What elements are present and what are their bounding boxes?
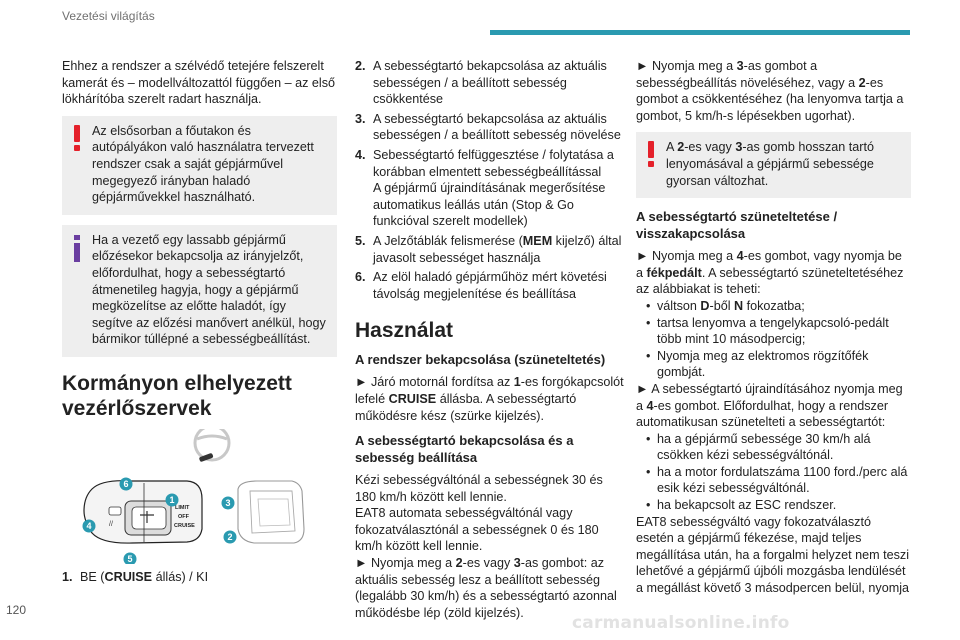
callout-5: 5 <box>127 553 133 564</box>
header-accent-bar <box>490 30 910 35</box>
callout-1: 1 <box>169 494 175 505</box>
paragraph-pause: ► Nyomja meg a 4-es gombot, vagy nyomja be a fékpedált. A sebességtartó szüneteltetéséhez az alábbiakat is teheti: <box>636 249 904 297</box>
list-item <box>355 147 625 230</box>
item-number: 6. <box>355 270 366 285</box>
label-cruise: CRUISE <box>174 522 195 529</box>
item-text-2: A gépjármű újraindításának megerősítése automatikus leállás után (Stop & Go funkcióval szerelt modellek) <box>373 181 606 229</box>
auto-pause-list <box>646 431 911 514</box>
footer-watermark: carmanualsonline.info <box>572 613 790 633</box>
info-icon <box>70 235 84 263</box>
item-text-bold: CRUISE <box>104 569 153 584</box>
list-item <box>355 269 625 302</box>
paragraph-adjust: ► Nyomja meg a 3-as gombot a sebességbeállítás növeléséhez, vagy a 2-es gombot a csökkentéséhez (ha lenyomva tartja a gombot, 5 km/h-s lépésekben ugorhat). <box>636 59 904 123</box>
paragraph-manual: Kézi sebességváltónál a sebességnek 30 és 180 km/h között kell lennie. <box>355 473 603 504</box>
callout-6: 6 <box>123 478 129 489</box>
pause-options-list <box>646 298 911 381</box>
column-3 <box>636 58 911 605</box>
list-item: • ha a motor fordulatszáma 1100 ford./perc alá esik kézi sebességváltónál. <box>646 464 911 497</box>
list-item: • ha bekapcsolt az ESC rendszer. <box>646 497 911 514</box>
list-item: • Nyomja meg az elektromos rögzítőfék gombját. <box>646 348 911 381</box>
column-2 <box>355 58 625 629</box>
item-text: A sebességtartó bekapcsolása az aktuális sebességen / a beállított sebesség csökkentése <box>373 59 607 107</box>
item-text: BE ( <box>80 569 105 584</box>
warning-icon <box>70 124 84 152</box>
list-item: • ha a gépjármű sebessége 30 km/h alá csökken kézi sebességváltónál. <box>646 431 911 464</box>
subheading-enable: A rendszer bekapcsolása (szüneteltetés) <box>355 352 606 368</box>
item-text-bold: MEM <box>522 233 553 248</box>
warning-icon <box>644 140 658 168</box>
subheading-pause: A sebességtartó szüneteltetése / visszakapcsolása <box>636 209 838 242</box>
section-heading-usage: Használat <box>355 319 454 343</box>
callout-4: 4 <box>86 520 92 531</box>
item-number: 1. <box>62 569 73 584</box>
paragraph-resume: ► A sebességtartó újraindításához nyomja meg a 4-es gombot. Előfordulhat, hogy a rendszer automatikusan szünetelteti a sebességtartót: <box>636 381 903 430</box>
label-limit: LIMIT <box>175 504 190 511</box>
item-number: 2. <box>355 59 366 73</box>
item-text: Sebességtartó felfüggesztése / folytatása a korábban elmentett sebességbeállítással <box>373 147 614 179</box>
column-1 <box>62 58 337 589</box>
callout-3: 3 <box>225 497 231 508</box>
item-text: A Jelzőtáblák felismerése ( <box>373 233 523 248</box>
item-number: 3. <box>355 111 366 126</box>
control-list-start <box>62 569 337 586</box>
stalk-figure <box>62 429 337 564</box>
paragraph-eat8-stop: EAT8 sebességváltó vagy fokozatválasztó esetén a gépjármű fékezése, majd teljes megállítása után, ha a forgalmi helyzet nem teszi lehetővé a gépjármű újbóli mozgásba lendülését a megállást követő 3 másodpercen belül, nyomja <box>636 514 910 596</box>
item-number: 4. <box>355 147 366 162</box>
item-text-end: kijelző) által javasolt sebességet használja <box>373 233 622 265</box>
warning-callout <box>636 132 911 198</box>
warning-text: A 2-es vagy 3-as gomb hosszan tartó lenyomásával a gépjármű sebessége gyorsan változhat. <box>666 140 874 188</box>
section-heading-controls: Kormányon elhelyezett vezérlőszervek <box>62 371 292 420</box>
item-text: Az elöl haladó gépjárműhöz mért követési távolság megjelenítése és beállítása <box>373 270 607 301</box>
warning-text: Az elsősorban a főutakon és autópályákon való használatra tervezett rendszer csak a saját gépjárművel megegyező irányban haladó gépjárművekkel használható. <box>92 123 314 205</box>
steering-wheel-icon <box>195 429 229 462</box>
svg-text://: // <box>109 520 113 528</box>
list-item <box>355 233 625 266</box>
page-number: 120 <box>6 603 27 617</box>
control-list <box>355 58 625 302</box>
list-item <box>355 58 625 108</box>
paragraph-enable: ► Járó motornál fordítsa az 1-es forgókapcsolót lefelé CRUISE állásba. A sebességtartó működésre kész (szürke kijelzés). <box>355 375 624 423</box>
list-item: • tartsa lenyomva a tengelykapcsoló-pedált több mint 10 másodpercig; <box>646 315 911 348</box>
list-item <box>355 111 625 144</box>
callout-2: 2 <box>227 531 233 542</box>
list-item <box>62 569 337 586</box>
intro-paragraph: Ehhez a rendszer a szélvédő tetejére felszerelt kamerát és – modellváltozattól függően – az első lökhárítóba szerelt radart használja. <box>62 59 336 107</box>
paragraph-press: ► Nyomja meg a 2-es vagy 3-as gombot: az aktuális sebesség lesz a beállított sebesség (legalább 30 km/h) és a sebességtartó azonnal működésbe lép (zöld kijelzés). <box>355 556 617 620</box>
label-off: OFF <box>178 513 189 520</box>
stalk-side-view <box>238 481 304 543</box>
list-item: • váltson D-ből N fokozatba; <box>646 298 911 315</box>
warning-callout <box>62 116 337 215</box>
item-number: 5. <box>355 233 366 248</box>
info-callout <box>62 225 337 357</box>
item-text: A sebességtartó bekapcsolása az aktuális sebességen / a beállított sebesség növelése <box>373 111 621 143</box>
cruise-control-stalk-illustration <box>84 478 202 543</box>
paragraph-eat8: EAT8 automata sebességváltónál vagy fokozatválasztónál a sebességnek 0 és 180 km/h között kell lennie. <box>355 506 599 554</box>
info-text: Ha a vezető egy lassabb gépjármű előzésekor bekapcsolja az irányjelzőt, előfordulhat, hogy a sebességtartó átmenetileg hagyja, hogy a gépjármű megközelítse az előtte haladót, így segítve az előzési manővert anélkül, hogy bármikor túllépné a sebességbeállítást. <box>92 232 326 347</box>
item-text-end: állás) / KI <box>152 569 209 584</box>
header-title: Vezetési világítás <box>62 9 155 23</box>
subheading-set-speed: A sebességtartó bekapcsolása és a sebesség beállítása <box>355 433 574 466</box>
